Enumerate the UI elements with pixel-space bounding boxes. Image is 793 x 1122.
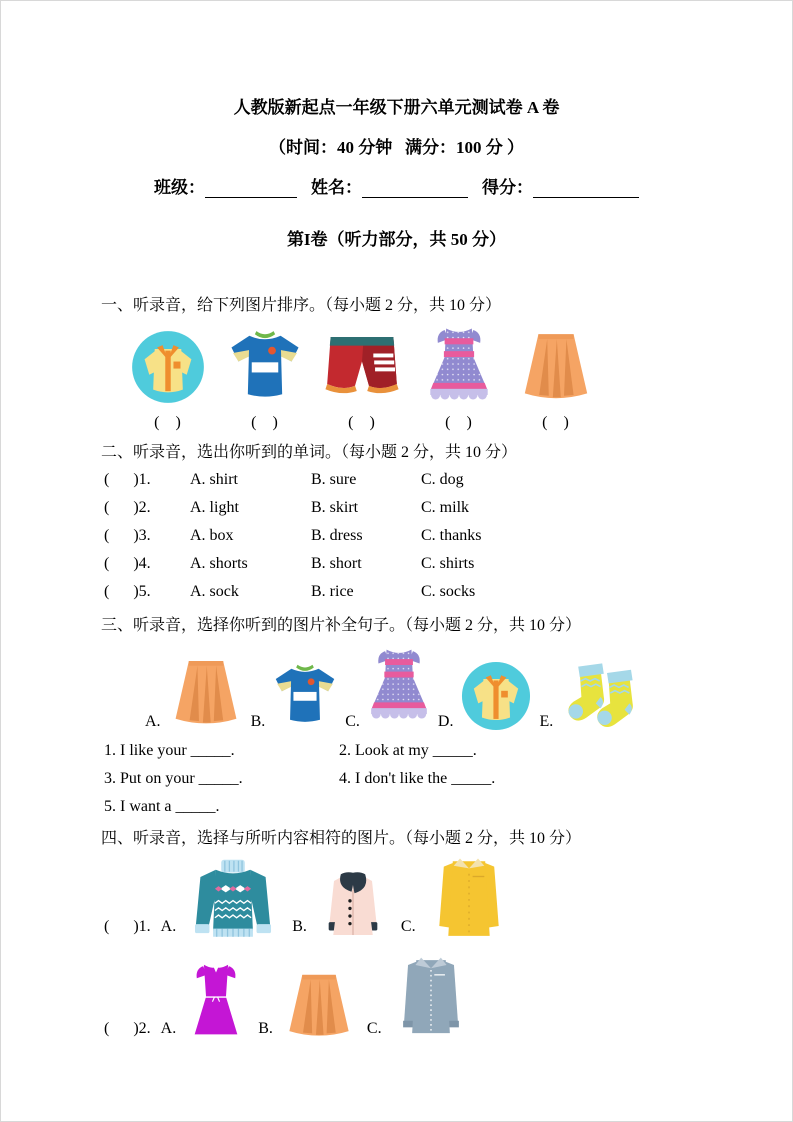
section2-question-1 <box>104 471 792 490</box>
blue-tshirt-icon <box>224 328 306 406</box>
student-info-line <box>1 173 792 198</box>
section2-heading: 二、听录音，选出你听到的单词。（每小题 2 分，共 10 分） <box>101 444 518 461</box>
option-label-c: C. <box>345 713 360 730</box>
answer-bracket-prefix: ( )4. <box>104 555 151 572</box>
answer-bracket: ( ) <box>154 414 181 431</box>
section3-sentences <box>104 742 792 817</box>
name-label: 姓名： <box>311 178 362 197</box>
option-label-a: A. <box>145 713 161 730</box>
sentence-row <box>104 742 792 761</box>
option-label-b: B. <box>250 713 266 730</box>
answer-bracket-prefix: ( )1. <box>104 918 151 935</box>
gray-shirt-icon <box>390 948 472 1046</box>
purple-dress-icon <box>366 641 432 733</box>
section2-question-5 <box>104 583 792 602</box>
section2-question-4 <box>104 555 792 574</box>
section3-options-row <box>139 639 792 733</box>
orange-skirt-icon <box>516 327 596 407</box>
answer-bracket: ( ) <box>445 414 472 431</box>
option-label-c: C. <box>366 1020 382 1037</box>
orange-skirt-icon <box>167 653 245 733</box>
image-cell <box>119 328 216 406</box>
sentence-row <box>104 798 792 817</box>
option-b: B. dress <box>311 527 363 544</box>
section4-heading: 四、听录音，选择与所听内容相符的图片。（每小题 2 分，共 10 分） <box>101 830 582 847</box>
section1-heading: 一、听录音，给下列图片排序。（每小题 2 分，共 10 分） <box>101 297 502 314</box>
section1-answer-row <box>119 414 792 436</box>
image-cell <box>410 321 507 413</box>
option-c: C. shirts <box>421 555 475 572</box>
option-a: A. sock <box>190 583 239 600</box>
sentence-1: 1. I like your _____. <box>104 742 235 759</box>
option-c: C. socks <box>421 583 476 600</box>
yellow-jacket-icon <box>424 854 514 944</box>
answer-bracket-prefix: ( )2. <box>104 499 151 516</box>
pink-coat-icon <box>315 866 391 944</box>
option-label-a: A. <box>160 918 177 935</box>
section2-question-2 <box>104 499 792 518</box>
section1-image-row <box>119 320 792 414</box>
score-label: 得分： <box>482 178 533 197</box>
image-cell <box>313 330 410 404</box>
score-blank-line <box>533 179 639 198</box>
class-label: 班级： <box>154 178 205 197</box>
section3-heading: 三、听录音，选择你听到的图片补全句子。（每小题 2 分，共 10 分） <box>101 617 582 634</box>
time-score-line: （时间：40 分钟 满分：100 分 ） <box>269 138 524 157</box>
image-cell <box>507 327 604 407</box>
option-label-a: A. <box>160 1020 177 1037</box>
yellow-shirt-badge-icon <box>129 328 207 406</box>
purple-dress-icon <box>425 321 493 413</box>
option-c: C. dog <box>421 471 464 488</box>
option-label-e: E. <box>539 713 554 730</box>
section2-question-3 <box>104 527 792 546</box>
option-label-b: B. <box>258 1020 273 1037</box>
option-label-b: B. <box>292 918 307 935</box>
answer-bracket-prefix: ( )5. <box>104 583 151 600</box>
section4-question-1 <box>104 854 792 944</box>
option-a: A. shorts <box>190 555 248 572</box>
teal-sweater-icon <box>184 858 282 944</box>
answer-bracket: ( ) <box>348 414 375 431</box>
answer-bracket-prefix: ( )1. <box>104 471 151 488</box>
blue-tshirt-icon <box>271 659 339 733</box>
option-b: B. rice <box>311 583 354 600</box>
answer-bracket: ( ) <box>251 414 278 431</box>
option-label-d: D. <box>437 713 454 730</box>
part1-heading: 第I卷（听力部分，共 50 分） <box>286 230 507 249</box>
class-blank-line <box>205 179 297 198</box>
option-c: C. thanks <box>421 527 482 544</box>
section4-question-2 <box>104 952 792 1046</box>
page-title: 人教版新起点一年级下册六单元测试卷 A 卷 <box>233 98 560 117</box>
option-b: B. short <box>311 555 362 572</box>
sentence-4: 4. I don't like the _____. <box>339 770 496 787</box>
option-label-c: C. <box>400 918 416 935</box>
sentence-row <box>104 770 792 789</box>
orange-skirt-icon <box>281 966 357 1046</box>
name-blank-line <box>362 179 468 198</box>
option-a: A. light <box>190 499 239 516</box>
option-b: B. skirt <box>311 499 359 516</box>
image-cell <box>216 328 313 406</box>
yellow-socks-icon <box>559 657 639 733</box>
option-b: B. sure <box>311 471 357 488</box>
magenta-dress-icon <box>184 956 248 1046</box>
red-shorts-icon <box>318 330 406 404</box>
answer-bracket-prefix: ( )3. <box>104 527 151 544</box>
sentence-5: 5. I want a _____. <box>104 798 220 815</box>
option-a: A. box <box>190 527 234 544</box>
answer-bracket-prefix: ( )2. <box>104 1020 151 1037</box>
answer-bracket: ( ) <box>542 414 569 431</box>
sentence-2: 2. Look at my _____. <box>339 742 477 759</box>
sentence-3: 3. Put on your _____. <box>104 770 243 787</box>
yellow-shirt-badge-icon <box>459 659 533 733</box>
option-c: C. milk <box>421 499 470 516</box>
option-a: A. shirt <box>190 471 238 488</box>
